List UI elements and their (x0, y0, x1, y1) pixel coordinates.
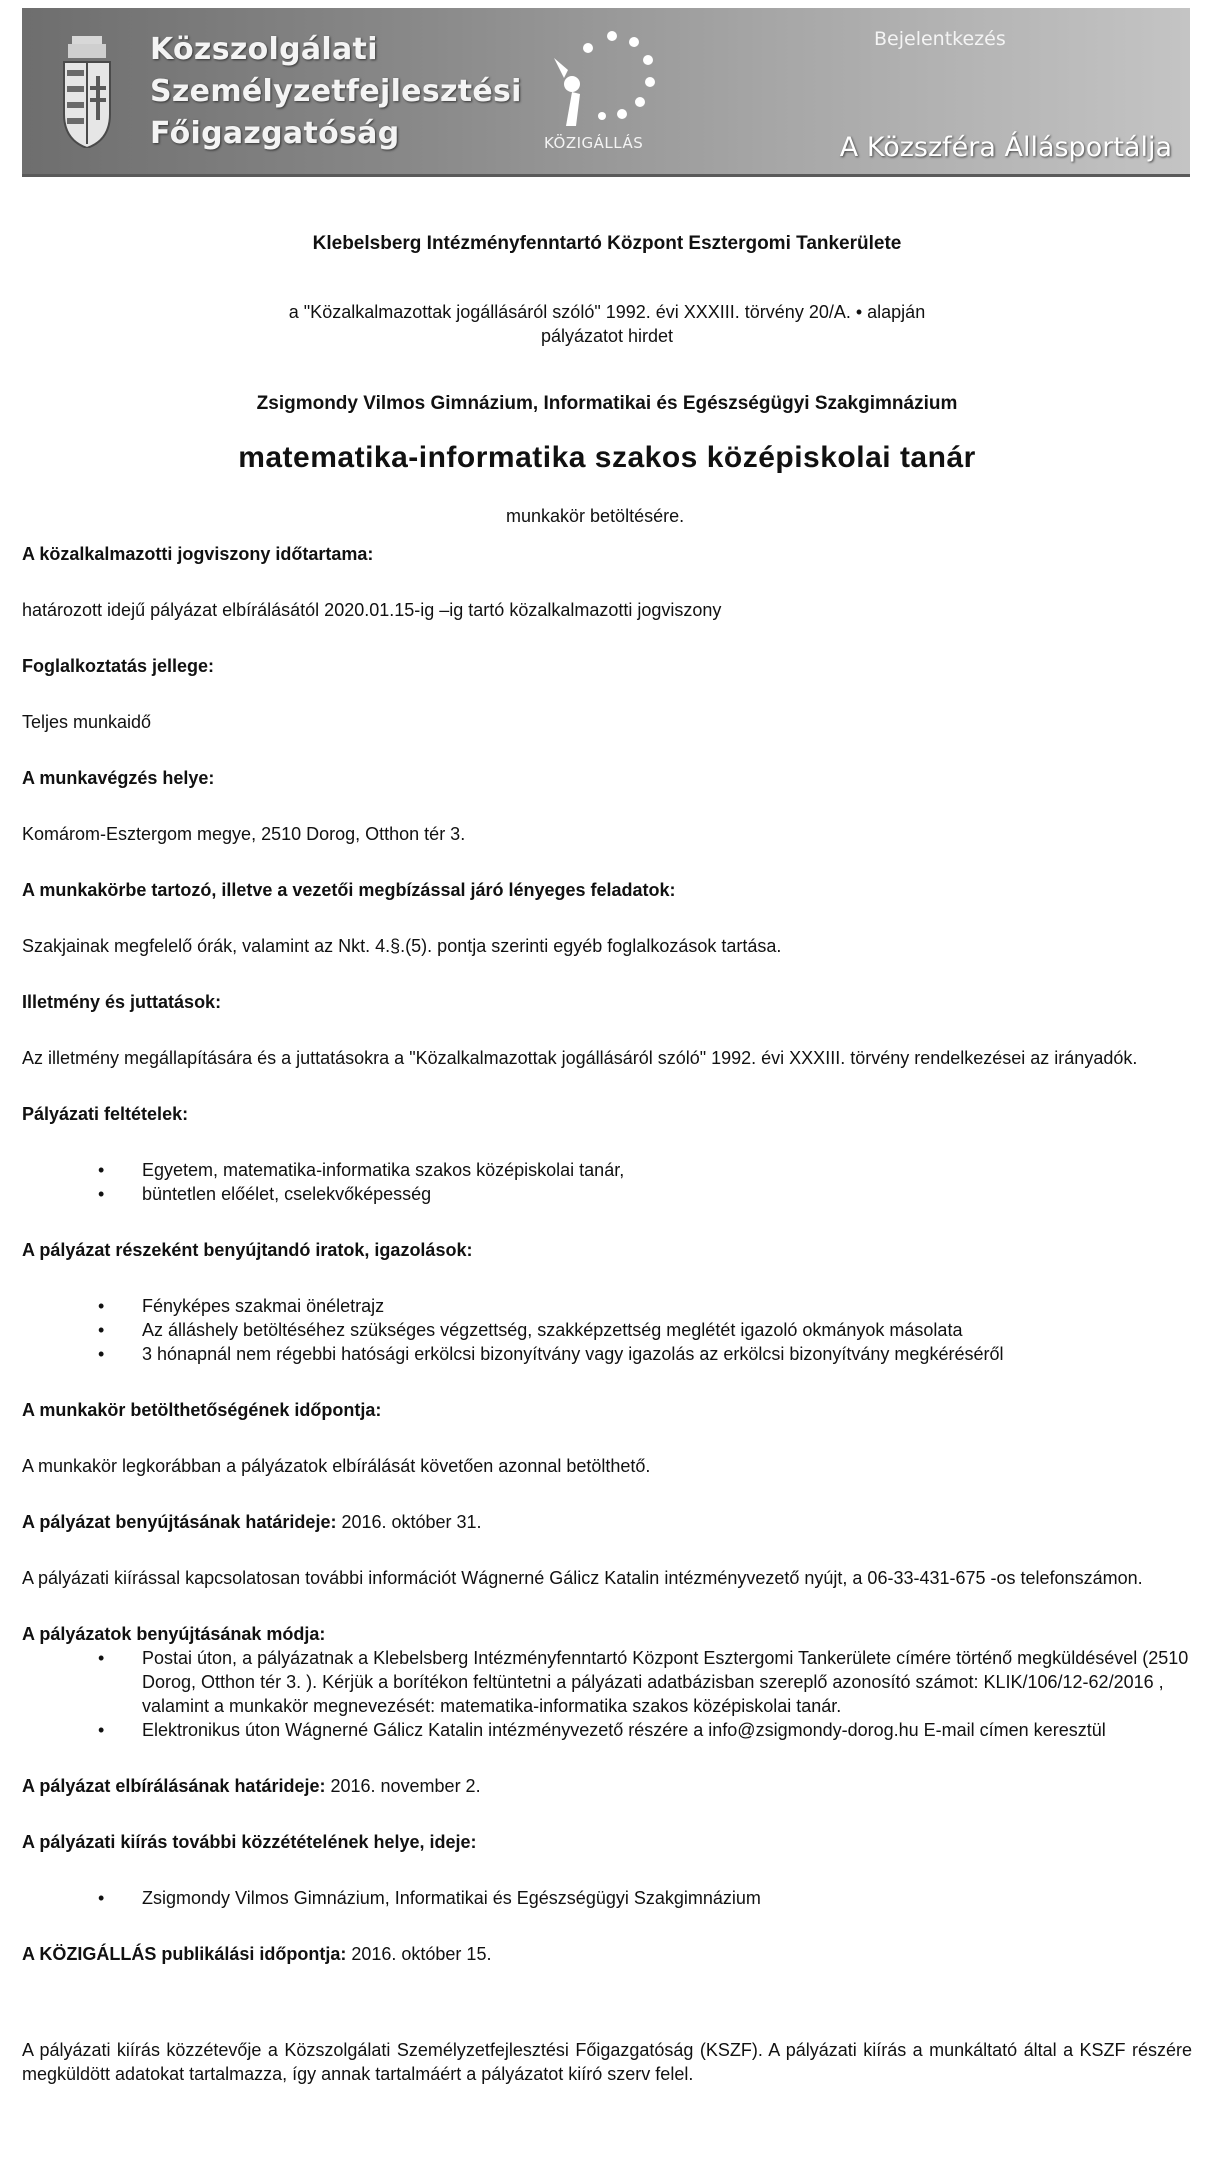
list-item: • Elektronikus úton Wágnerné Gálicz Katalin intézményvezető részére a info@zsigmondy-dorog.hu E-mail címen keresztül (142, 1718, 1192, 1742)
position-title: matematika-informatika szakos középiskolai tanár (238, 441, 976, 474)
section-heading-start: A munkakör betölthetőségének időpontja: (22, 1400, 382, 1420)
section-heading-conditions: Pályázati feltételek: (22, 1104, 189, 1124)
list-item: • Egyetem, matematika-informatika szakos középiskolai tanár, (142, 1158, 1192, 1182)
kozigallas-logo-icon (542, 22, 682, 132)
publication-date-value: 2016. október 15. (346, 1944, 492, 1964)
section-heading-publication-places: A pályázati kiírás további közzétételének helye, ideje: (22, 1832, 477, 1852)
evaluation-deadline-value: 2016. november 2. (325, 1776, 481, 1796)
section-heading-submission: A pályázatok benyújtásának módja: (22, 1624, 326, 1644)
conditions-list (22, 1158, 1192, 1206)
list-item: • 3 hónapnál nem régebbi hatósági erkölcsi bizonyítvány vagy igazolás az erkölcsi bizonyítvány megkéréséről (142, 1342, 1192, 1366)
section-heading-duration: A közalkalmazotti jogviszony időtartama: (22, 544, 374, 564)
submission-deadline-label: A pályázat benyújtásának határideje: (22, 1512, 337, 1532)
legal-basis (22, 300, 1192, 348)
section-heading-workplace: A munkavégzés helye: (22, 768, 215, 788)
hungarian-coat-of-arms-icon (58, 36, 116, 148)
submission-deadline-value: 2016. október 31. (336, 1512, 482, 1532)
site-header-banner (22, 8, 1190, 177)
spacer (22, 1998, 1192, 2038)
announce-line: pályázatot hirdet (540, 326, 674, 346)
legal-basis-line: a "Közalkalmazottak jogállásáról szóló" 1992. évi XXXIII. törvény 20/A. • alapján (288, 302, 926, 322)
list-item: • Az álláshely betöltéséhez szükséges végzettség, szakképzettség meglétét igazoló okmányok másolata (142, 1318, 1192, 1342)
login-link[interactable]: Bejelentkezés (874, 28, 1006, 50)
contact-info: A pályázati kiírással kapcsolatosan további információt Wágnerné Gálicz Katalin intézményvezető nyújt, a 06-33-431-675 -os telefonszámon. (22, 1568, 1143, 1588)
list-item: • Postai úton, a pályázatnak a Klebelsberg Intézményfenntartó Központ Esztergomi Tankerülete címére történő megküldésével (2510 Dorog, Otthon tér 3. ). Kérjük a borítékon feltüntetni a pályázati adatbázisban szereplő azonosító számot: KLIK/106/12-62/2016 , valamint a munkakör megnevezését: matematika-informatika szakos középiskolai tanár. (142, 1646, 1192, 1718)
section-text-duration: határozott idejű pályázat elbírálásától 2020.01.15-ig –ig tartó közalkalmazotti jogviszony (22, 600, 722, 620)
section-heading-duties: A munkakörbe tartozó, illetve a vezetői megbízással járó lényeges feladatok: (22, 880, 676, 900)
job-announcement-document (22, 232, 1192, 2118)
institution-name: Zsigmondy Vilmos Gimnázium, Informatikai és Egészségügyi Szakgimnázium (256, 393, 958, 414)
list-item: • Fényképes szakmai önéletrajz (142, 1294, 1192, 1318)
portal-title: A Közszféra Állásportálja (839, 132, 1172, 163)
publisher-note: A pályázati kiírás közzétevője a Közszolgálati Személyzetfejlesztési Főigazgatóság (KSZF). A pályázati kiírás a munkáltató által a KSZF részére megküldött adatokat tartalmazza, így annak tartalmáért a pályázatot kiíró szerv felel. (22, 2040, 1192, 2084)
section-heading-salary: Illetmény és juttatások: (22, 992, 222, 1012)
publication-date-label: A KÖZIGÁLLÁS publikálási időpontja: (22, 1944, 347, 1964)
section-text-duties: Szakjainak megfelelő órák, valamint az Nkt. 4.§.(5). pontja szerinti egyéb foglalkozások tartása. (22, 936, 782, 956)
org-name-line-2: Személyzetfejlesztési (150, 74, 522, 109)
publication-date (22, 1942, 1192, 1966)
section-text-workplace: Komárom-Esztergom megye, 2510 Dorog, Otthon tér 3. (22, 824, 466, 844)
evaluation-deadline (22, 1774, 1192, 1798)
list-item: • Zsigmondy Vilmos Gimnázium, Informatikai és Egészségügyi Szakgimnázium (142, 1886, 1192, 1910)
section-heading-employment-type: Foglalkoztatás jellege: (22, 656, 215, 676)
org-name-line-3: Főigazgatóság (150, 116, 400, 151)
section-text-salary: Az illetmény megállapítására és a juttatásokra a "Közalkalmazottak jogállásáról szóló" 1992. évi XXXIII. törvény rendelkezései az irányadók. (22, 1048, 1138, 1068)
submission-deadline (22, 1510, 1192, 1534)
publication-places-list (22, 1886, 1192, 1910)
documents-list (22, 1294, 1192, 1366)
section-text-employment-type: Teljes munkaidő (22, 712, 152, 732)
position-suffix: munkakör betöltésére. (506, 506, 685, 526)
list-item: • büntetlen előélet, cselekvőképesség (142, 1182, 1192, 1206)
section-text-start: A munkakör legkorábban a pályázatok elbírálását követően azonnal betölthető. (22, 1456, 651, 1476)
section-heading-documents: A pályázat részeként benyújtandó iratok, igazolások: (22, 1240, 473, 1260)
kozigallas-logo-label: KÖZIGÁLLÁS (544, 134, 644, 152)
evaluation-deadline-label: A pályázat elbírálásának határideje: (22, 1776, 326, 1796)
org-name-line-1: Közszolgálati (150, 32, 378, 67)
employer-name: Klebelsberg Intézményfenntartó Központ Esztergomi Tankerülete (312, 233, 902, 254)
submission-list (22, 1646, 1192, 1742)
